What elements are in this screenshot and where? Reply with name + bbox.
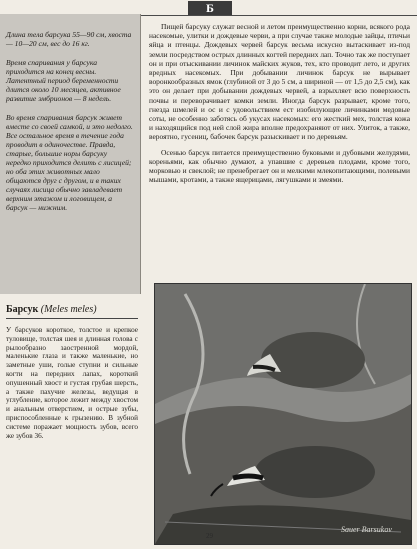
sidebar-breeding-text: Время спаривания у барсука приходится на конец весны. Латентный период беременности длится около 10 месяцев, активное развитие эмбрионов — 8 недель.: [6, 58, 121, 103]
sidebar-panel: [0, 14, 141, 294]
photo-credit: Sauer Barsukov: [341, 525, 392, 534]
sidebar-family-text: Во время спаривания барсук живет вместе со своей самкой, и это недолго. Все остальное время в течение года проводит в одиночестве. Правда, старые, большие норы барсуку нередко приходится делить с лисицей; но оба этих животных мало общаются друг с другом, и в таких случаях лисица обычно завладевает верхним этажом и логовищем, а барсук — нижним.: [6, 113, 133, 212]
badger-photo: [154, 283, 412, 545]
main-paragraph-1: Пищей барсуку служат весной и летом преимущественно корни, всякого рода насекомые, улитки и дождевые черви, а при случае также молодые зайцы, птичьи яйца и птенцы. Дождевых червей барсук весьма искусно вытаскивает из-под земли посредством острых длинных когтей передних лап. Точно так же поступает он и при отыскивании личинок майских жуков, тех, кто проводит лето, и других вредных насекомых. При добывании личинок барсук не вырывает воронкообразных ямок (глубиной от 3 до 5 см, а шириной — от 1,5 до 2,5 см), как это он делает при добывании дождевых червей, а взрыхляет всю поверхность почвы и переворачивает комки земли. Иногда барсук разрывает, кроме того, гнезда шмелей и ос и с удовольствием ест изобилующие личинками медовые соты, не особенно заботясь об укусах насекомых: его жесткий мех, толстая кожа и находящийся под ней слой жира вполне предохраняют от них. Улиток, а также, вероятно, гусениц, бабочек барсук разыскивает и по деревьям.: [149, 22, 410, 142]
species-rule: [6, 318, 138, 319]
badger-illustration: [155, 284, 411, 544]
page-number: 29: [206, 532, 213, 540]
letter-tab: Б: [188, 1, 232, 15]
species-title-latin: (Meles meles): [40, 304, 97, 315]
species-title: [6, 304, 97, 315]
species-title-ru: Барсук: [6, 304, 39, 315]
main-text-column: [149, 22, 410, 294]
species-description: У барсуков короткое, толстое и крепкое туловище, толстая шея и длинная голова с рылообразно заостренной мордой, маленькие глаза и также маленькие, но заметные уши, голые ступни и сильные когти на передних лапах, короткий опушенный хвост и густая грубая шерсть, а также пахучие железы, ведущая в углубление, которое лежит между хвостом и анальным отверстием, и острые зубы, приспособленные к грызению. В зубной системе поражает мощность зубов, всего же зубов 36.: [6, 326, 138, 440]
sidebar-size-text: Длина тела барсука 55—90 см, хвоста — 10—20 см, вес до 16 кг.: [6, 30, 132, 48]
main-paragraph-2: Осенью барсук питается преимущественно буковыми и дубовыми желудями, кореньями, как обычно думают, а упавшие с деревьев плодами, кроме того, морковью и свеклой; не пренебрегает он и мелкими млекопитающими, полевыми мышами, кротами, а также ящерицами, лягушками и змеями.: [149, 147, 410, 185]
